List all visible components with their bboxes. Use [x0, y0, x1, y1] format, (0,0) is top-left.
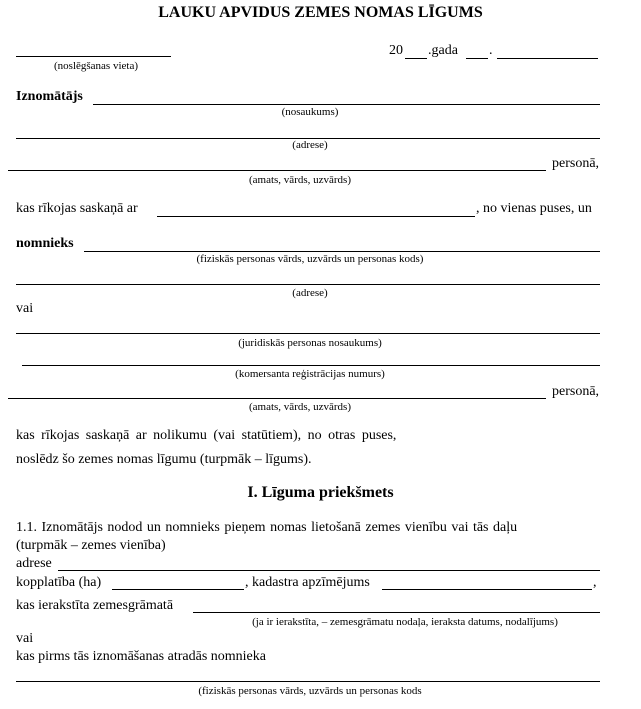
place-caption: (noslēgšanas vieta)	[54, 60, 138, 72]
section1-heading: I. Līguma priekšmets	[247, 484, 394, 501]
tenant-person-suffix: personā,	[552, 384, 600, 399]
tenant-reg-field[interactable]	[22, 365, 600, 366]
tenant-legal-name-field[interactable]	[16, 333, 600, 334]
document-title: LAUKU APVIDUS ZEMES NOMAS LĪGUMS	[158, 4, 483, 21]
tenant-or: vai	[16, 301, 34, 316]
lessor-person-field[interactable]	[8, 170, 546, 171]
section1-p1-line2: (turpmāk – zemes vienība)	[16, 538, 166, 553]
tenant-name-field[interactable]	[84, 251, 600, 252]
section1-p1-line1: 1.1. Iznomātājs nodod un nomnieks pieņem nomas lietošanā zemes vienību vai tās daļu	[16, 520, 518, 535]
section1-or: vai	[16, 631, 34, 646]
address-label: adrese	[16, 556, 52, 571]
lessor-acting-suffix: , no vienas puses, un	[476, 201, 592, 216]
tenant-address-field[interactable]	[16, 284, 600, 285]
year-field[interactable]	[405, 58, 427, 59]
lessor-label: Iznomātājs	[16, 89, 83, 104]
lessor-person-caption: (amats, vārds, uzvārds)	[248, 174, 352, 186]
lessor-address-caption: (adrese)	[292, 139, 328, 151]
day-field[interactable]	[466, 58, 488, 59]
tenant-reg-caption: (komersanta reģistrācijas numurs)	[235, 368, 385, 380]
lessor-person-suffix: personā,	[552, 156, 600, 171]
tenant-label: nomnieks	[16, 236, 74, 251]
area-field[interactable]	[112, 589, 244, 590]
place-field[interactable]	[16, 56, 171, 57]
before-person-field[interactable]	[16, 681, 600, 682]
registered-caption: (ja ir ierakstīta, – zemesgrāmatu nodaļa, ieraksta datums, nodalījums)	[252, 616, 558, 628]
tenant-person-field[interactable]	[8, 398, 546, 399]
tenant-person-caption: (amats, vārds, uzvārds)	[248, 401, 352, 413]
year-prefix: 20	[389, 43, 403, 58]
before-person-caption: (fiziskās personas vārds, uzvārds un personas kods	[198, 685, 422, 697]
registered-field[interactable]	[193, 612, 600, 613]
tenant-legal-caption: (juridiskās personas nosaukums)	[238, 337, 382, 349]
year-suffix: .gada	[428, 43, 458, 58]
lessor-name-caption: (nosaukums)	[281, 106, 339, 118]
registered-label: kas ierakstīta zemesgrāmatā	[16, 598, 174, 613]
lessor-acting-field[interactable]	[157, 216, 475, 217]
cadastre-label: , kadastra apzīmējums	[245, 575, 370, 590]
lessor-acting-prefix: kas rīkojas saskaņā ar	[16, 201, 138, 216]
cadastre-comma: ,	[593, 575, 597, 590]
day-dot: .	[489, 43, 493, 58]
before-label: kas pirms tās iznomāšanas atradās nomnieka	[16, 649, 266, 664]
tenant-concludes-line: noslēdz šo zemes nomas līgumu (turpmāk – līgums).	[16, 452, 312, 467]
tenant-name-caption: (fiziskās personas vārds, uzvārds un personas kods)	[196, 253, 424, 265]
tenant-address-caption: (adrese)	[292, 287, 328, 299]
tenant-acting-line: kas rīkojas saskaņā ar nolikumu (vai statūtiem), no otras puses,	[16, 428, 397, 443]
cadastre-field[interactable]	[382, 589, 592, 590]
area-label: kopplatība (ha)	[16, 575, 102, 590]
month-field[interactable]	[497, 58, 598, 59]
address-field[interactable]	[58, 570, 600, 571]
lessor-name-field[interactable]	[93, 104, 600, 105]
